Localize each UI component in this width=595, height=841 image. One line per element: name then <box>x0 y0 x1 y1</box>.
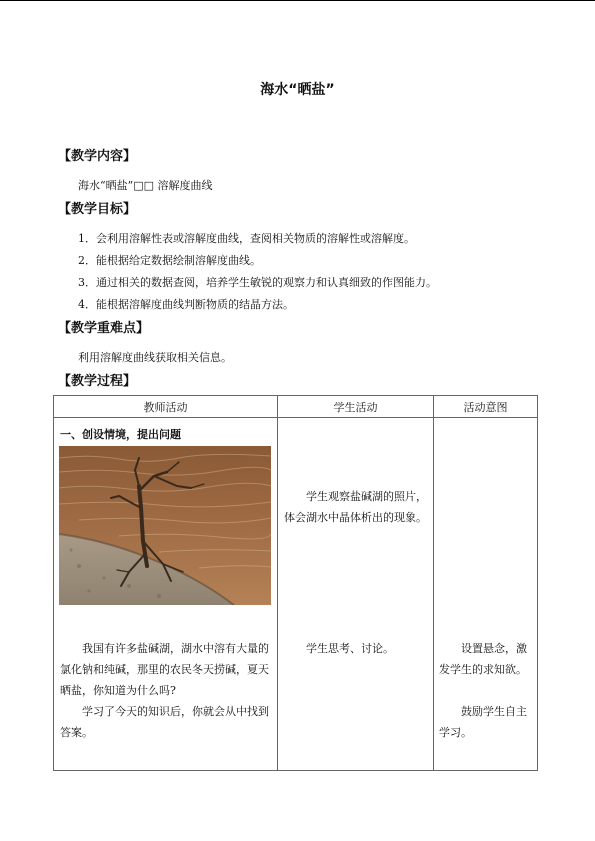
student-activity-cell <box>278 418 434 771</box>
col-student-header: 学生活动 <box>278 396 434 418</box>
student-paragraph-2: 学生思考、讨论。 <box>306 642 394 655</box>
teacher-activity-cell <box>54 418 278 771</box>
intent-paragraph-2: 鼓励学生自主学习。 <box>439 705 527 739</box>
objective-item-4: 4．能根据溶解度曲线判断物质的结晶方法。 <box>78 298 294 311</box>
heading-content: 【教学内容】 <box>58 149 137 164</box>
student-paragraph-1: 学生观察盐碱湖的照片，体会湖水中晶体析出的现象。 <box>284 490 427 524</box>
intent-paragraph-1: 设置悬念，激发学生的求知欲。 <box>439 642 527 676</box>
teacher-paragraph-1: 我国有许多盐碱湖，湖水中溶有大量的氯化钠和纯碱，那里的农民冬天捞碱，夏天晒盐，你知道为什么吗? <box>60 642 269 697</box>
page-top-rule <box>0 0 595 1</box>
col-intent-header: 活动意图 <box>434 396 538 418</box>
process-header-row <box>54 396 538 418</box>
process-table <box>53 395 538 771</box>
teacher-paragraph-2: 学习了今天的知识后，你就会从中找到答案。 <box>60 705 269 739</box>
heading-process: 【教学过程】 <box>58 374 137 389</box>
process-row <box>54 418 538 771</box>
key-points-text: 利用溶解度曲线获取相关信息。 <box>78 351 232 364</box>
intent-cell <box>434 418 538 771</box>
page-title: 海水“晒盐” <box>260 82 335 98</box>
heading-key-points: 【教学重难点】 <box>58 321 150 336</box>
col-teacher-header: 教师活动 <box>54 396 278 418</box>
objective-item-3: 3．通过相关的数据查阅，培养学生敏锐的观察力和认真细致的作图能力。 <box>78 276 437 289</box>
objective-item-2: 2．能根据给定数据绘制溶解度曲线。 <box>78 254 261 267</box>
content-text: 海水“晒盐”□□ 溶解度曲线 <box>78 179 213 192</box>
objective-item-1: 1．会利用溶解性表或溶解度曲线，查阅相关物质的溶解性或溶解度。 <box>78 232 415 245</box>
heading-objectives: 【教学目标】 <box>58 202 137 217</box>
salt-lake-photo <box>59 446 271 605</box>
process-section-title: 一、创设情境，提出问题 <box>60 428 181 441</box>
